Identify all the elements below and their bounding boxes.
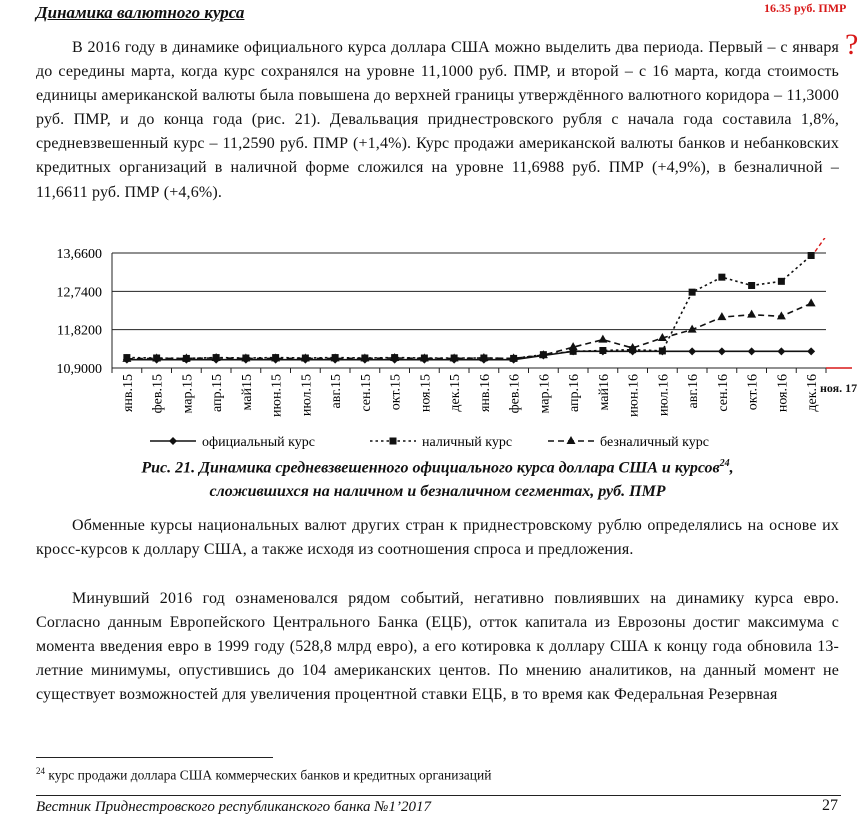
series-line [127,256,811,359]
x-tick-label: окт.15 [388,374,404,411]
data-point [718,274,725,281]
x-tick-label: авг.16 [686,374,702,409]
data-point [689,289,696,296]
data-point [748,282,755,289]
legend-label: наличный курс [422,435,513,450]
x-tick-label: сен.16 [715,374,731,412]
series-cash [123,252,814,362]
x-tick-label: июн.15 [269,374,285,417]
data-point [390,438,397,445]
data-point [747,310,756,318]
caption-footnote-ref: 24 [719,458,730,469]
data-point [599,347,606,354]
x-tick-label: янв.15 [120,374,136,413]
series-line [127,303,811,358]
figure-caption-line2: сложившихся на наличном и безналичном сегментах, руб. ПМР [209,483,666,500]
x-tick-label: мар.15 [180,374,196,414]
footnote-number: 24 [36,766,45,776]
series-official [123,347,815,363]
footnote-divider [36,757,273,758]
y-tick-label: 12,7400 [56,285,102,301]
x-tick-label: фев.15 [150,374,166,414]
legend-label: официальный курс [202,435,315,450]
y-tick-label: 11,8200 [57,323,102,339]
footnote-text: курс продажи доллара США коммерческих банков и кредитных организаций [45,767,492,783]
legend-label: безналичный курс [600,435,709,450]
data-point [777,347,785,355]
caption-text: Рис. 21. Динамика средневзвешенного официального курса доллара США и курсов [141,459,720,477]
x-tick-label: фев.16 [507,374,523,414]
x-tick-label: май15 [239,374,255,411]
data-point [169,437,177,445]
projection-line [815,238,852,252]
exchange-rate-chart [0,238,865,458]
page-number: 27 [822,797,838,814]
y-tick-label: 10,9000 [56,362,102,377]
x-tick-label: май16 [596,374,612,411]
x-tick-label: дек.15 [448,374,464,412]
data-point [598,335,607,343]
data-point [807,347,815,355]
x-tick-label: сен.15 [358,374,374,412]
paragraph-euro: Минувший 2016 год ознаменовался рядом событий, негативно повлиявших на динамику курса евро. Согласно данным Европейского Центрального Банка (ЕЦБ), отток капитала из Еврозоны достиг максимума с момента введения евро в 1999 году (528,8 млрд евро), а его котировка к доллару США к концу года обновила 13-летние минимумы, опустившись до 104 американских центов. По мнению аналитиков, на данный момент не существует возможностей для увеличения процентной ставки ЕЦБ, в то время как Федеральная Резервная [36,590,839,703]
chart-axes [57,247,853,417]
data-point [807,298,816,306]
figure-caption-line1 [36,458,839,477]
data-point [748,347,756,355]
chart-annotation [815,238,857,395]
journal-title: Вестник Приднестровского республиканского банка №1’2017 [36,799,431,815]
data-point [688,347,696,355]
x-tick-label: апр.15 [210,374,226,413]
question-mark-annotation: ? [845,28,859,61]
data-point [659,347,666,354]
x-tick-label: окт.16 [745,374,761,411]
x-tick-label: мар.16 [537,374,553,414]
axis-extension-label: ноя. 17 [820,381,858,395]
section-title: Динамика валютного курса [36,3,245,22]
data-point [718,347,726,355]
x-tick-label: дек.16 [805,374,821,412]
price-annotation: 16.35 руб. ПМР [764,1,847,15]
caption-suffix: , [729,459,734,477]
x-tick-label: июн.16 [626,374,642,417]
paragraph-exchange-rate: В 2016 году в динамике официального курса доллара США можно выделить два периода. Первый – с января до середины марта, когда курс сохранялся на уровне 11,1000 руб. ПМР, и второй – с 16 марта, когда стоимость единицы американской валюты была повышена до верхней границы утверждённого валютного коридора – 11,3000 руб. ПМР, и до конца года (рис. 21). Девальвация приднестровского рубля с начала года составила 1,8%, средневзвешенный курс – 11,2590 руб. ПМР (+1,4%). Курс продажи американской валюты банков и небанковских кредитных организаций в наличной форме сложился на уровне 11,6988 руб. ПМР (+4,9%), в безналичной – 11,6611 руб. ПМР (+4,6%). [36,39,839,201]
x-tick-label: ноя.16 [775,374,791,413]
data-point [777,311,786,319]
chart-series [122,252,815,364]
data-point [808,252,815,259]
x-tick-label: июл.16 [656,374,672,417]
x-tick-label: янв.16 [477,374,493,413]
x-tick-label: авг.15 [329,374,345,409]
footer-divider [36,795,841,796]
paragraph-cross-rates: Обменные курсы национальных валют других стран к приднестровскому рублю определялись на основе их кросс-курсов к доллару США, а также исходя из соотношения спроса и предложения. [36,517,839,558]
x-tick-label: апр.16 [567,374,583,413]
data-point [778,278,785,285]
x-tick-label: июл.15 [299,374,315,417]
footnote [36,766,491,784]
chart-legend [150,435,709,450]
data-point [567,436,576,444]
data-point [717,312,726,320]
x-tick-label: ноя.15 [418,374,434,413]
y-tick-label: 13,6600 [56,247,102,262]
